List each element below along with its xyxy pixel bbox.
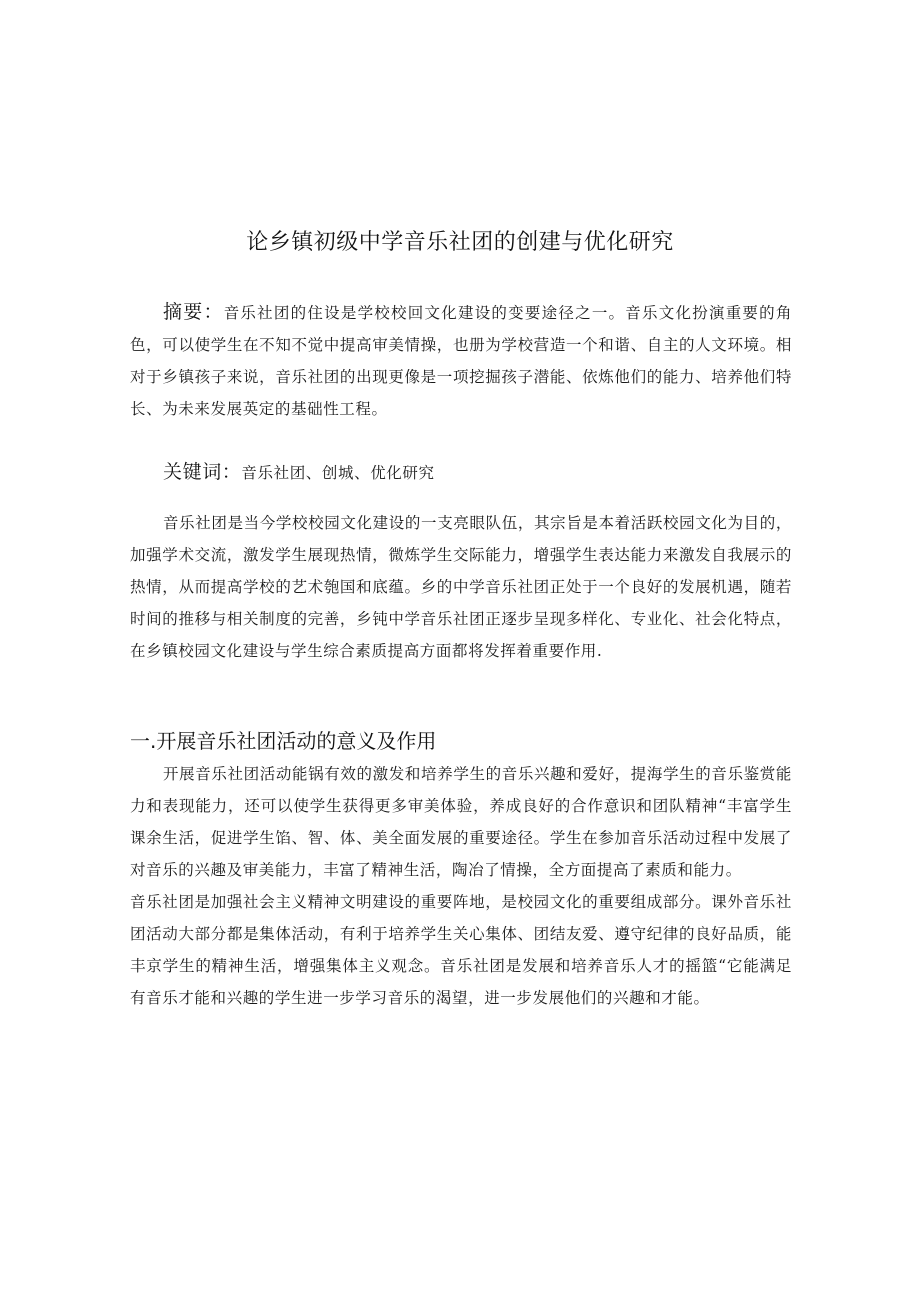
keywords-line — [130, 456, 792, 489]
section-body — [130, 758, 792, 1014]
section-heading: 一.开展音乐社团活动的意义及作用 — [130, 729, 437, 753]
section-paragraph-2: 音乐社团是加强社会主义精神文明建设的重要阵地，是校园文化的重要组成部分。课外音乐社团活动大部分都是集体活动，有利于培养学生关心集体、团结友爱、遵守纪律的良好品质，能丰京学生的精神生活，增强集体主义观念。音乐社团是发展和培养音乐人才的摇篮“它能满足有音乐才能和兴趣的学生进一步学习音乐的渴望，进一步发展他们的兴趣和才能。 — [130, 893, 792, 1007]
section-paragraph-1: 开展音乐社团活动能锅有效的激发和培养学生的音乐兴趣和爱好，提海学生的音乐鉴赏能力和表现能力，还可以使学生获得更多审美体验，养成良好的合作意识和团队精神“丰富学生课余生活，促进学生馅、智、体、美全面发展的重要途径。学生在参加音乐活动过程中发展了对音乐的兴趣及审美能力，丰富了精神生活，陶冶了情操，全方面提高了素质和能力。 — [130, 765, 792, 879]
abstract-paragraph — [130, 296, 792, 425]
intro-paragraph: 音乐社团是当今学校校园文化建设的一支亮眼队伍，其宗旨是本着活跃校园文化为目的，加强学术交流，激发学生展现热情，微炼学生交际能力，增强学生表达能力来激发自我展示的热情，从而提高学校的艺术匏国和底蕴。乡的中学音乐社团正处于一个良好的发展机遇，随若时间的推移与相关制度的完善，乡钝中学音乐社团正逐步呈现多样化、专业化、社会化特点，在乡镇校园文化建设与学生综合素质提高方面都将发挥着重要作用. — [130, 514, 792, 660]
keywords-text: 音乐社团、创城、优化研究 — [241, 464, 435, 482]
keywords-label: 关键词： — [163, 461, 242, 483]
abstract-label: 摘要： — [163, 301, 224, 323]
page-title: 论乡镇初级中学音乐社团的创建与优化研究 — [246, 230, 674, 255]
abstract-text: 音乐社团的住设是学校校回文化建设的变要途径之一。音乐文化扮演重要的角色，可以使学生在不知不觉中提高审美情操，也册为学校营造一个和谐、自主的人文环境。相对于乡镇孩子来说，音乐社团的出现更像是一项挖掘孩子潜能、依炼他们的能力、培养他们特长、为未来发展英定的基础性工程。 — [130, 304, 792, 418]
